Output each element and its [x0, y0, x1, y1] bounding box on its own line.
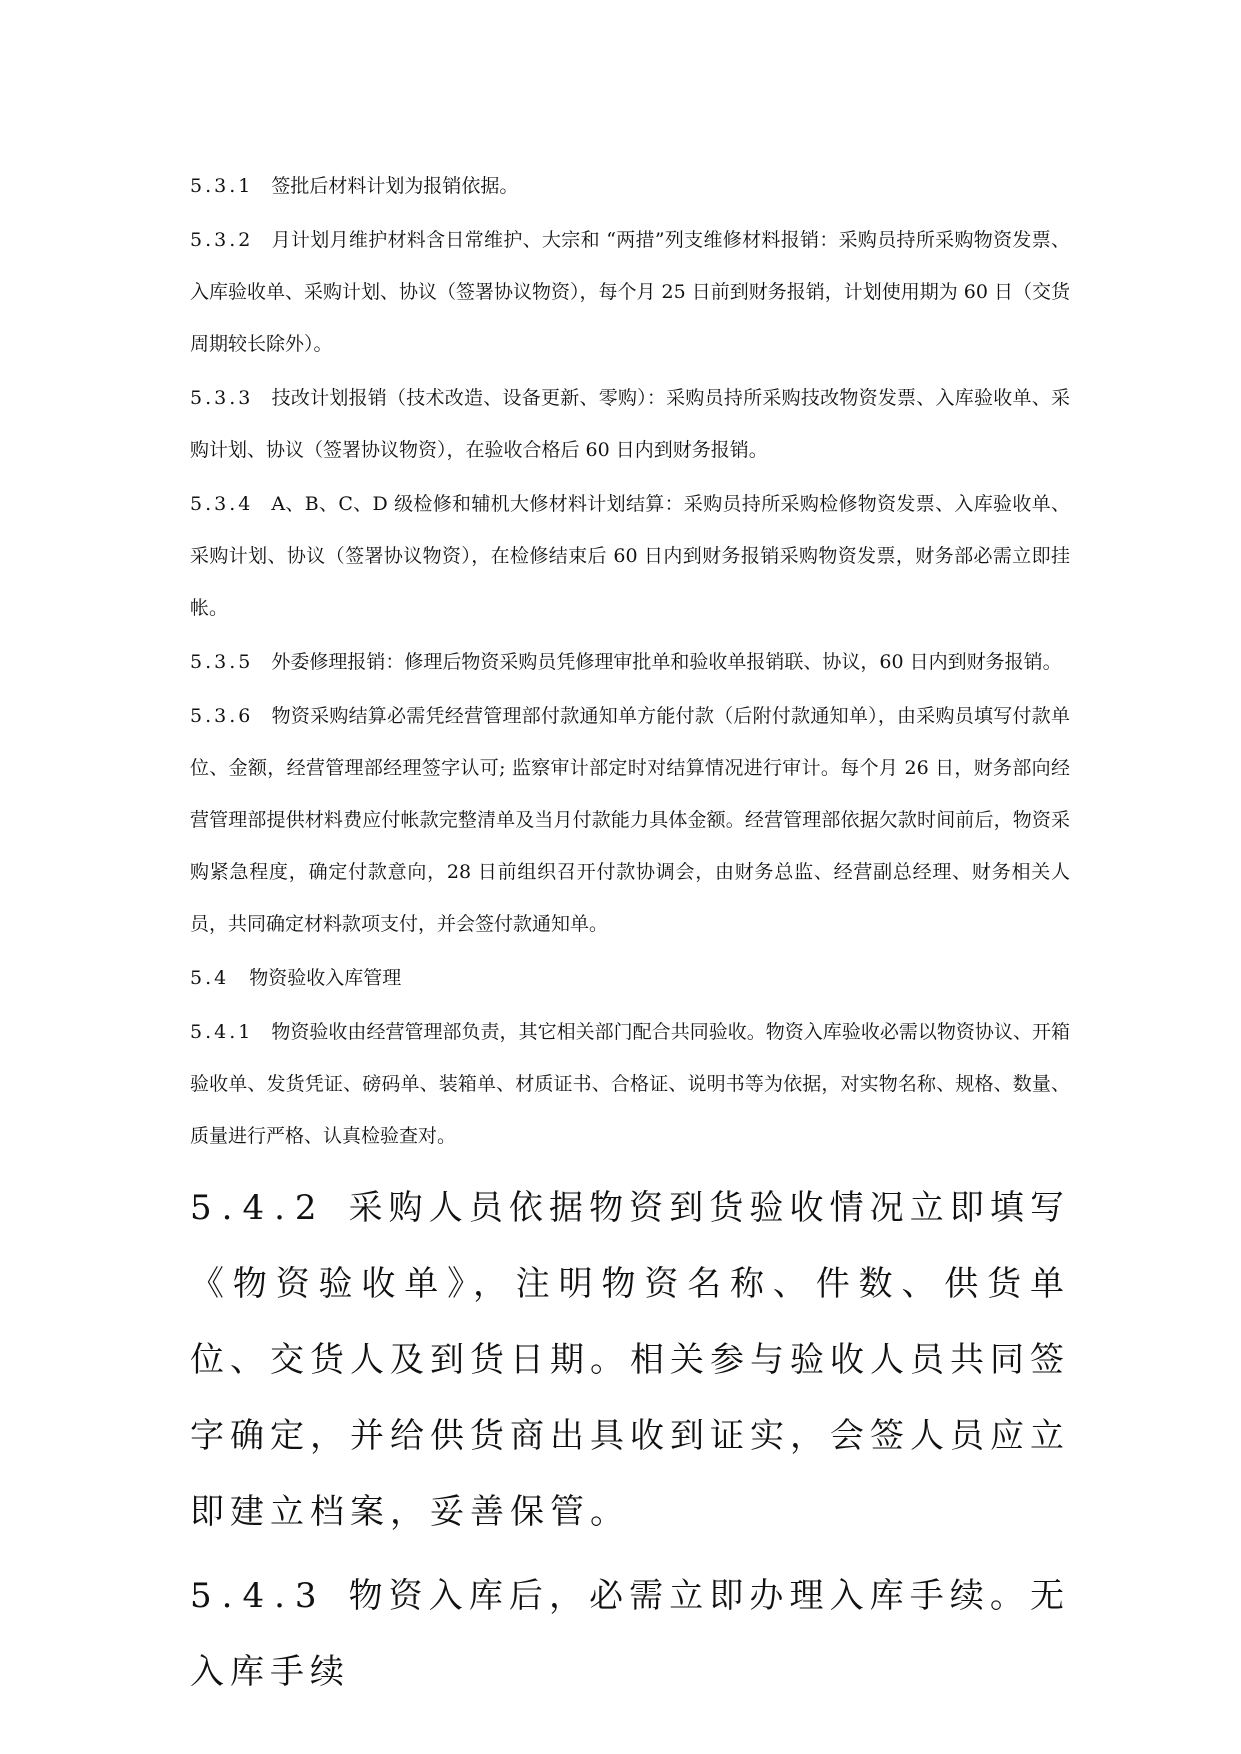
clause-5-3-1	[190, 160, 1070, 212]
clause-text: 物资采购结算必需凭经营管理部付款通知单方能付款（后附付款通知单），由采购员填写付款单位、金额，经营管理部经理签字认可; 监察审计部定时对结算情况进行审计。每个月 26 日，财务部向经营管理部提供材料费应付帐款完整清单及当月付款能力具体金额。经营管理部依据欠款时间前后，物资采购紧急程度，确定付款意向，28 日前组织召开付款协调会，由财务总监、经营副总经理、财务相关人员，共同确定材料款项支付，并会签付款通知单。	[190, 705, 1070, 935]
clause-number: 5.3.2	[190, 229, 254, 251]
clause-text: 外委修理报销：修理后物资采购员凭修理审批单和验收单报销联、协议，60 日内到财务报销。	[271, 651, 1062, 673]
document-body	[190, 160, 1070, 1710]
section-title: 物资验收入库管理	[249, 967, 402, 989]
clause-number: 5.4.1	[190, 1021, 254, 1043]
clause-5-4-1	[190, 1006, 1070, 1162]
clause-text: 签批后材料计划为报销依据。	[271, 175, 519, 197]
clause-5-3-5	[190, 636, 1070, 688]
clause-text: 物资入库后，必需立即办理入库手续。无入库手续	[190, 1576, 1070, 1692]
clause-text: 技改计划报销（技术改造、设备更新、零购）：采购员持所采购技改物资发票、入库验收单、采购计划、协议（签署协议物资），在验收合格后 60 日内到财务报销。	[190, 387, 1070, 461]
clause-number: 5.4.2	[190, 1188, 327, 1228]
clause-text: 采购人员依据物资到货验收情况立即填写《物资验收单》，注明物资名称、件数、供货单位、交货人及到货日期。相关参与验收人员共同签字确定，并给供货商出具收到证实，会签人员应立即建立档案，妥善保管。	[190, 1188, 1070, 1532]
section-number: 5.4	[190, 967, 230, 989]
clause-text: 月计划月维护材料含日常维护、大宗和 “两措”列支维修材料报销：采购员持所采购物资发票、入库验收单、采购计划、协议（签署协议物资），每个月 25 日前到财务报销，计划使用期为 60 日（交货周期较长除外）。	[190, 229, 1071, 355]
clause-5-4-2	[190, 1170, 1070, 1550]
clause-5-3-4	[190, 478, 1070, 634]
clause-5-4-3	[190, 1558, 1070, 1710]
clause-5-3-2	[190, 214, 1070, 370]
clause-number: 5.3.6	[190, 705, 254, 727]
section-heading-5-4	[190, 952, 1070, 1004]
clause-number: 5.3.3	[190, 387, 254, 409]
clause-number: 5.3.5	[190, 651, 254, 673]
clause-number: 5.4.3	[190, 1576, 327, 1616]
clause-5-3-6	[190, 690, 1070, 950]
clause-5-3-3	[190, 372, 1070, 476]
clause-text: A、B、C、D 级检修和辅机大修材料计划结算：采购员持所采购检修物资发票、入库验收单、采购计划、协议（签署协议物资），在检修结束后 60 日内到财务报销采购物资发票，财务部必需立即挂帐。	[190, 493, 1070, 619]
clause-number: 5.3.1	[190, 175, 254, 197]
clause-text: 物资验收由经营管理部负责，其它相关部门配合共同验收。物资入库验收必需以物资协议、开箱验收单、发货凭证、磅码单、装箱单、材质证书、合格证、说明书等为依据，对实物名称、规格、数量、质量进行严格、认真检验查对。	[190, 1021, 1070, 1147]
clause-number: 5.3.4	[190, 493, 254, 515]
